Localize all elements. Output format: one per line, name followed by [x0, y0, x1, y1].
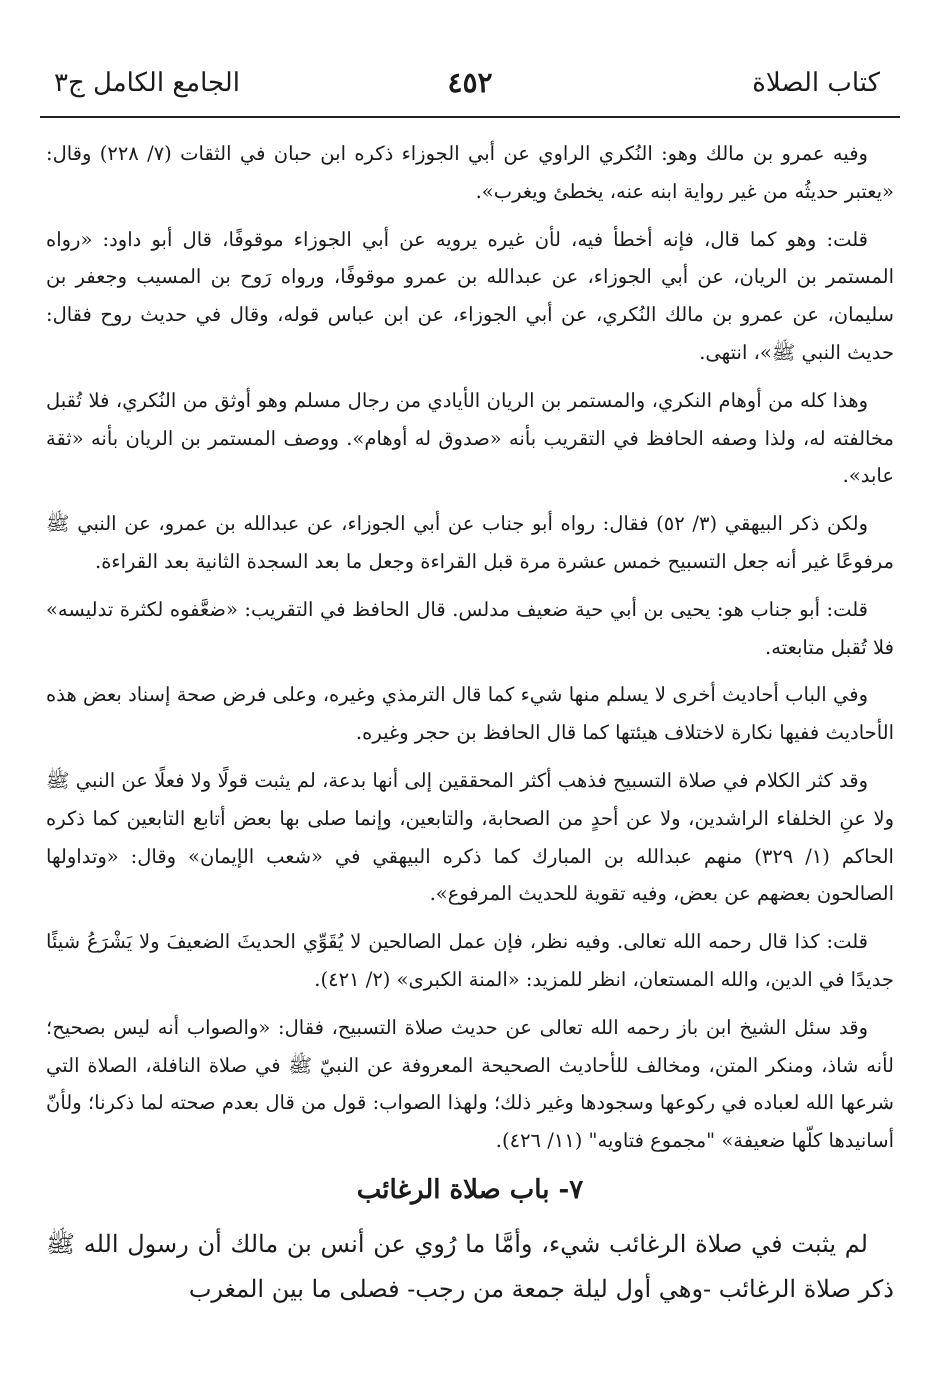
paragraph: وهذا كله من أوهام النكري، والمستمر بن الريان الأيادي من رجال مسلم وهو أوثق من النُكري، فلا تُقبل مخالفته له، ولذا وصفه الحافظ في التقريب بأنه «صدوق له أوهام». ووصف المستمر بن الريان بأنه «ثقة عابد».: [46, 388, 894, 488]
paragraph: وقد كثر الكلام في صلاة التسبيح فذهب أكثر المحققين إلى أنها بدعة، لم يثبت قولًا ولا فعلًا عن النبي ﷺ ولا عنِ الخلفاء الراشدين، ولا عن أحدٍ من الصحابة، والتابعين، وإنما صلى بها بعض أتابع التابعين كما ذكره الحاكم (١/ ٣٢٩) منهم عبدالله بن المبارك كما ذكره البيهقي في «شعب الإيمان» وقال: «وتداولها الصالحون بعضهم عن بعض، وفيه تقوية للحديث المرفوع».: [46, 768, 894, 906]
paragraph: وقد سئل الشيخ ابن باز رحمه الله تعالى عن حديث صلاة التسبيح، فقال: «والصواب أنه ليس بصحيح؛ لأنه شاذ، ومنكر المتن، ومخالف للأحاديث الصحيحة المعروفة عن النبيّ ﷺ في صلاة النافلة، الصلاة التي شرعها الله لعباده في ركوعها وسجودها وغير ذلك؛ ولهذا الصواب: قول من قال بعدم صحته لما ذكرنا؛ ولأنّ أسانيدها كلّها ضعيفة» "مجموع فتاويه" (١١/ ٤٢٦).: [46, 1015, 894, 1153]
paragraph: وفيه عمرو بن مالك وهو: النُكري الراوي عن أبي الجوزاء ذكره ابن حبان في الثقات (٧/ ٢٢٨) وقال: «يعتبر حديثُه من غير رواية ابنه عنه، يخطئ ويغرب».: [46, 142, 894, 203]
volume-title: الجامع الكامل ج٣: [54, 68, 240, 98]
paragraph: قلت: وهو كما قال، فإنه أخطأ فيه، لأن غيره يرويه عن أبي الجوزاء موقوفًا، قال أبو داود: «رواه المستمر بن الريان، عن أبي الجوزاء، عن عبدالله بن عمرو موقوفًا، ورواه رَوح بن المسيب وجعفر بن سليمان، عن عمرو بن مالك النُكري، عن أبي الجوزاء، عن ابن عباس قوله، وقال في حديث روح فقال: حديث النبي ﷺ»، انتهى.: [46, 227, 894, 364]
paragraph: قلت: أبو جناب هو: يحيى بن أبي حية ضعيف مدلس. قال الحافظ في التقريب: «ضعَّفوه لكثرة تدليسه» فلا تُقبل متابعته.: [46, 597, 894, 659]
section-paragraph: لم يثبت في صلاة الرغائب شيء، وأمَّا ما رُوي عن أنس بن مالك أن رسول الله ﷺ ذكر صلاة الرغائب -وهي أول ليلة جمعة من رجب- فصلى ما بين المغرب: [46, 1229, 894, 1303]
page-body: [46, 135, 894, 1312]
page-header: [40, 60, 900, 118]
section-heading: ٧- باب صلاة الرغائب: [356, 1174, 584, 1205]
page-number: ٤٥٢: [447, 66, 493, 99]
book-title: كتاب الصلاة: [752, 68, 880, 98]
paragraph: قلت: كذا قال رحمه الله تعالى. وفيه نظر، فإن عمل الصالحين لا يُقَوِّي الحديثَ الضعيفَ ولا يَشْرَعُ شيئًا جديدًا في الدين، والله المستعان، انظر للمزيد: «المنة الكبرى» (٢/ ٤٢١).: [46, 930, 894, 991]
paragraph: وفي الباب أحاديث أخرى لا يسلم منها شيء كما قال الترمذي وغيره، وعلى فرض صحة إسناد بعض هذه الأحاديث ففيها نكارة لاختلاف هيئتها كما قال الحافظ بن حجر وغيره.: [46, 683, 894, 745]
paragraph: ولكن ذكر البيهقي (٣/ ٥٢) فقال: رواه أبو جناب عن أبي الجوزاء، عن عبدالله بن عمرو، عن النبي ﷺ مرفوعًا غير أنه جعل التسبيح خمس عشرة مرة قبل القراءة وجعل ما بعد السجدة الثانية بعد القراءة.: [46, 512, 894, 573]
